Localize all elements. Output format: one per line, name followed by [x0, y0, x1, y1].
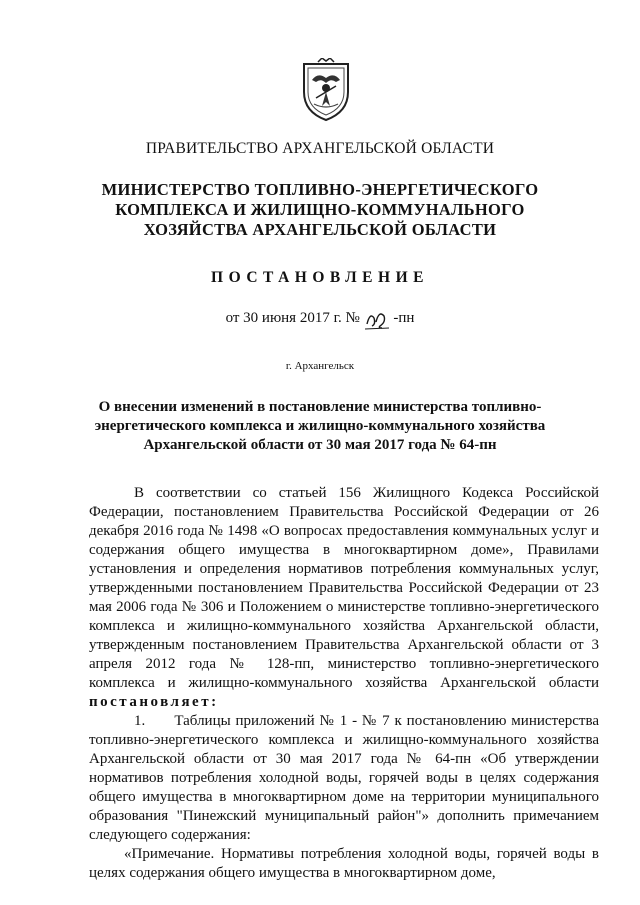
item-1-number: 1. — [134, 713, 146, 729]
document-subject — [0, 398, 640, 455]
date-suffix: -пн — [393, 310, 415, 326]
subject-line-2: энергетического комплекса и жилищно-коммунального хозяйства — [94, 418, 546, 434]
item-1-text: Таблицы приложений № 1 - № 7 к постановлению министерства топливно-энергетического комплекса и жилищно-коммунального хозяйства Архангельской области от 30 мая 2017 года № 64-пн «Об утверждении нормативов потребления холодной воды, горячей воды в целях содержания общего имущества в многоквартирном доме на территории муниципального образования "Пинежский муниципальный район"» дополнить примечанием следующего содержания: — [89, 713, 599, 843]
document-body — [89, 484, 599, 883]
date-prefix: от 30 июня 2017 г. № — [225, 310, 360, 326]
note-paragraph: «Примечание. Нормативы потребления холодной воды, горячей воды в целях содержания общего имущества в многоквартирном доме, — [89, 846, 599, 881]
decree-word: постановляет: — [89, 694, 219, 710]
coat-of-arms-emblem — [298, 58, 354, 122]
government-name: ПРАВИТЕЛЬСТВО АРХАНГЕЛЬСКОЙ ОБЛАСТИ — [145, 140, 495, 157]
ministry-name — [0, 180, 640, 240]
ministry-line-2: КОМПЛЕКСА И ЖИЛИЩНО-КОММУНАЛЬНОГО — [115, 200, 525, 219]
ministry-line-1: МИНИСТЕРСТВО ТОПЛИВНО-ЭНЕРГЕТИЧЕСКОГО — [101, 180, 539, 199]
document-type-title: ПОСТАНОВЛЕНИЕ — [211, 269, 429, 286]
ministry-line-3: ХОЗЯЙСТВА АРХАНГЕЛЬСКОЙ ОБЛАСТИ — [143, 220, 497, 239]
city-name: г. Архангельск — [285, 360, 355, 372]
preamble-paragraph — [89, 484, 599, 712]
item-1-paragraph — [89, 712, 599, 845]
subject-line-1: О внесении изменений в постановление министерства топливно- — [98, 399, 542, 415]
document-date-number — [0, 310, 640, 327]
subject-line-3: Архангельской области от 30 мая 2017 года № 64-пн — [143, 437, 497, 453]
preamble-text: В соответствии со статьей 156 Жилищного Кодекса Российской Федерации, постановлением Правительства Российской Федерации от 26 декабря 2016 года № 1498 «О вопросах предоставления коммунальных услуг и содержания общего имущества в многоквартирном доме», Правилами установления и определения нормативов потребления коммунальных услуг, утвержденными постановлением Правительства Российской Федерации от 23 мая 2006 года № 306 и Положением о министерстве топливно-энергетического комплекса и жилищно-коммунального хозяйства Архангельской области, утвержденным постановлением Правительства Архангельской области от 3 апреля 2012 года № 128-пп, министерство топливно-энергетического комплекса и жилищно-коммунального хозяйства Архангельской области — [89, 485, 599, 691]
